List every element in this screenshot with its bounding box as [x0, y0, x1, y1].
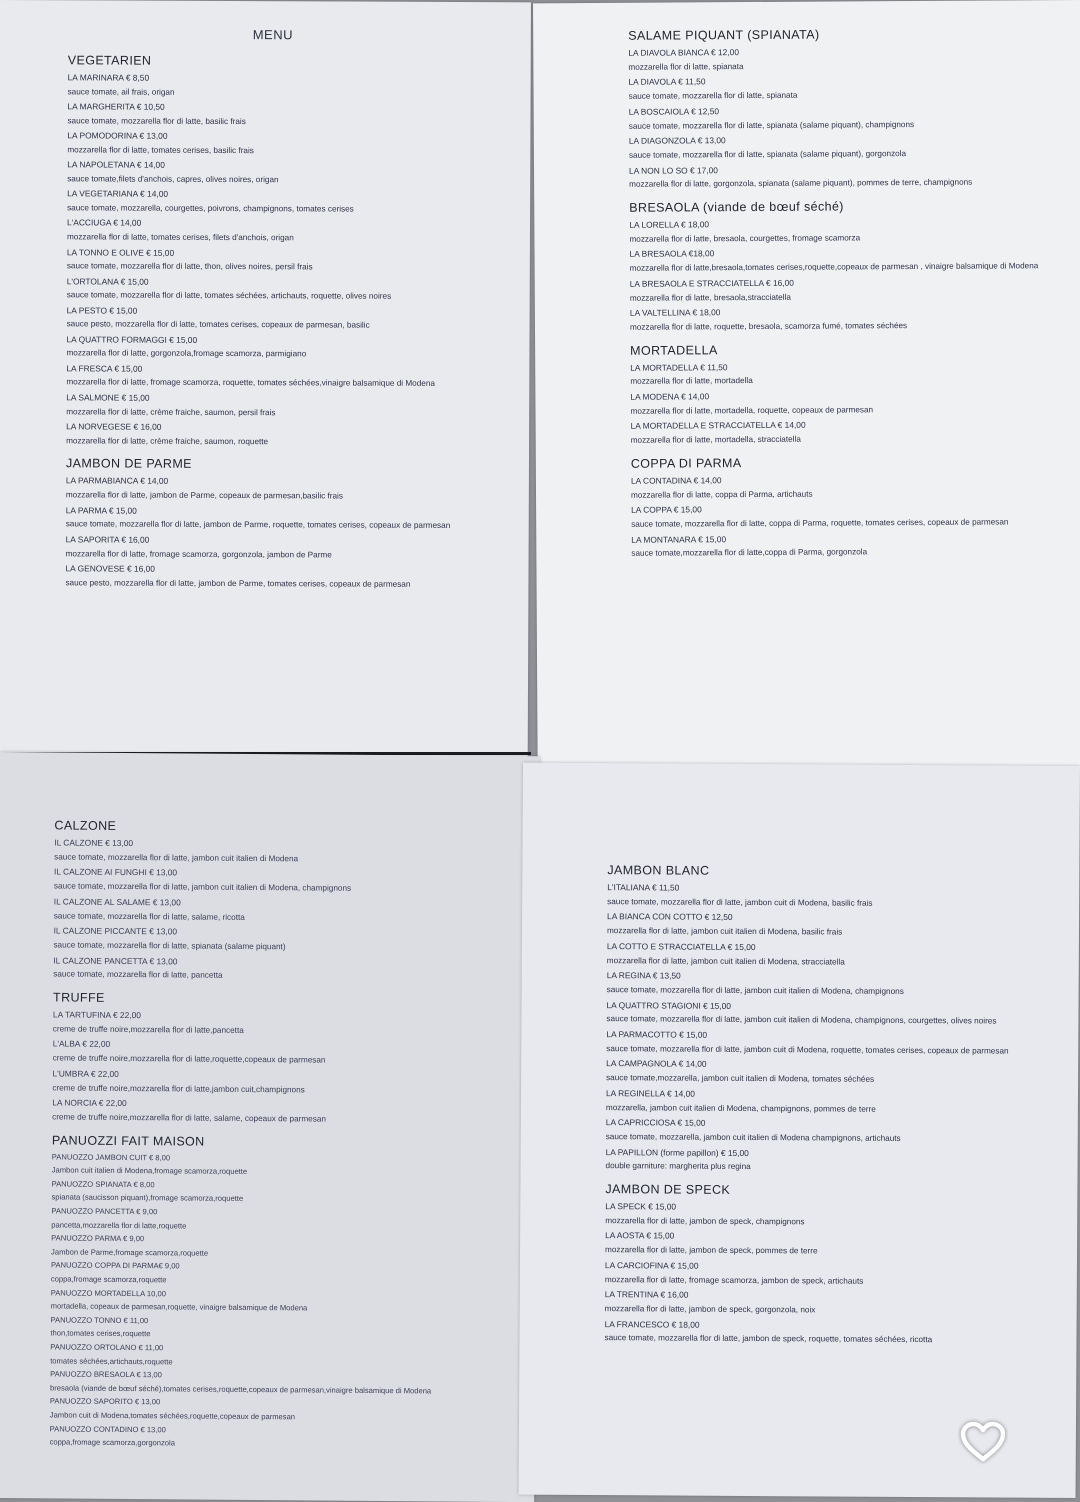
item-ingredients: sauce tomate, mozzarella flor di latte, jambon cuit di Modena, basilic frais [607, 896, 873, 908]
item-name-price: LA BRESAOLA €18,00 [629, 248, 715, 260]
item-ingredients: sauce tomate, mozzarella flor di latte, jambon cuit italien di Modena, champignons [53, 881, 352, 893]
item-ingredients: mozzarella flor di latte, crème fraiche, saumon, persil frais [66, 406, 276, 417]
item-name-price: PANUOZZO JAMBON CUIT € 8,00 [51, 1152, 171, 1163]
item-name-price: IL CALZONE AL SALAME € 13,00 [53, 896, 181, 908]
item-name-price: PANUOZZO BRESAOLA € 13,00 [50, 1369, 162, 1380]
item-ingredients: creme de truffe noire,mozzarella flor di latte,pancetta [52, 1024, 244, 1035]
item-name-price: PANUOZZO SPIANATA € 8,00 [51, 1179, 155, 1190]
menu-item [52, 1096, 522, 1129]
item-ingredients: mozzarella flor di latte, bresaola,stracciatella [629, 292, 791, 303]
item-name-price: LA MORTADELLA € 11,50 [630, 361, 728, 373]
menu-item [53, 1007, 523, 1040]
menu-item [52, 1066, 522, 1099]
section-title: JAMBON DE SPECK [605, 1182, 731, 1197]
menu-item [50, 1395, 520, 1426]
menu-item [66, 503, 516, 534]
section-title: JAMBON DE PARME [65, 456, 192, 472]
item-ingredients: sauce tomate, mozzarella flor di latte, jambon cuit di Modena, roquette, tomates cerises, copeaux de parmesan [606, 1043, 1009, 1056]
menu-item [50, 1340, 520, 1371]
menu-item [67, 187, 517, 218]
menu-item [51, 1286, 521, 1317]
item-ingredients: mozzarella flor di latte, fromage scamorza, jambon de speck, artichauts [604, 1274, 864, 1286]
item-name-price: LA BRESAOLA E STRACCIATELLA € 16,00 [629, 277, 794, 289]
menu-item [629, 131, 1069, 163]
menu-item [604, 1317, 1064, 1349]
menu-item [606, 1027, 1066, 1059]
item-name-price: LA COPPA € 15,00 [631, 504, 702, 516]
menu-item [605, 1145, 1065, 1177]
item-ingredients: mozzarella flor di latte, mortadella, roquette, copeaux de parmesan [630, 405, 874, 416]
item-name-price: LA PARMACOTTO € 15,00 [606, 1029, 708, 1040]
item-ingredients: mozzarella flor di latte, jambon de speck, pommes de terre [605, 1245, 818, 1256]
menu-item [54, 835, 524, 868]
menu-item [52, 1150, 522, 1181]
item-ingredients: sauce tomate, mozzarella, jambon cuit italien di Modena champignons, artichauts [605, 1132, 901, 1143]
menu-section [630, 341, 1071, 449]
item-name-price: LA PARMABIANCA € 14,00 [65, 475, 169, 486]
item-name-price: LA FRESCA € 15,00 [66, 363, 143, 374]
menu-item [66, 361, 516, 392]
menu-item [628, 43, 1068, 75]
menu-item [54, 894, 524, 927]
item-name-price: L'ORTOLANA € 15,00 [66, 275, 149, 287]
item-ingredients: mozzarella flor di latte, fromage scamorza, gorgonzola, jambon de Parme [65, 549, 332, 560]
menu-section [631, 454, 1072, 562]
item-name-price: LA COTTO E STRACCIATELLA € 15,00 [606, 940, 756, 952]
item-name-price: L'UMBRA € 22,00 [52, 1068, 119, 1079]
item-ingredients: Jambon cuit italien di Modena,fromage scamorza,roquette [51, 1165, 248, 1177]
item-ingredients: sauce tomate, mozzarella flor di latte, spianata (salame piquant) [53, 940, 286, 952]
menu-section [65, 457, 516, 594]
item-name-price: LA BOSCAIOLA € 12,50 [628, 106, 720, 117]
menu-item [67, 158, 517, 189]
item-ingredients: mozzarella flor di latte, tomates cerises, filets d'anchois, origan [66, 232, 294, 243]
menu-item [606, 998, 1066, 1030]
item-ingredients: sauce tomate, mozzarella flor di latte, tomates séchées, artichauts, roquette, olives noires [66, 290, 392, 301]
menu-section [53, 818, 524, 986]
item-ingredients: tomates séchées,artichauts,roquette [50, 1355, 173, 1366]
menu-item [605, 1229, 1065, 1261]
item-ingredients: sauce tomate, mozzarella flor di latte, jambon de speck, roquette, tomates séchées, ricotta [604, 1333, 933, 1345]
item-name-price: LA BIANCA CON COTTO € 12,50 [607, 911, 733, 923]
item-name-price: LA MORTADELLA E STRACCIATELLA € 14,00 [630, 420, 806, 432]
item-ingredients: sauce tomate,mozzarella flor di latte,coppa di Parma, gorgonzola [631, 547, 868, 559]
item-ingredients: double garniture: margherita plus regina [605, 1161, 751, 1172]
item-name-price: LA REGINA € 13,50 [606, 970, 681, 981]
menu-item [630, 387, 1070, 419]
menu-item [631, 500, 1071, 532]
item-ingredients: mozzarella, jambon cuit italien di Modena, champignons, pommes de terre [605, 1102, 876, 1114]
item-name-price: L'ALBA € 22,00 [52, 1038, 111, 1050]
item-ingredients: mozzarella flor di latte, gorgonzola, spianata (salame piquant), pommes de terre, champignons [629, 177, 973, 190]
item-name-price: LA REGINELLA € 14,00 [605, 1087, 695, 1099]
menu-item [606, 1115, 1066, 1147]
item-name-price: LA NAPOLETANA € 14,00 [67, 159, 165, 171]
item-name-price: IL CALZONE € 13,00 [54, 837, 134, 849]
menu-section [66, 53, 518, 450]
menu-column [604, 863, 1067, 1357]
item-name-price: L'ACCIUGA € 14,00 [67, 217, 142, 229]
section-title: SALAME PIQUANT (SPIANATA) [628, 27, 820, 43]
item-ingredients: spianata (saucisson piquant),fromage scamorza,roquette [51, 1192, 244, 1204]
menu-page-bottom-left [0, 752, 540, 1502]
menu-item [605, 1287, 1065, 1319]
item-name-price: LA MODENA € 14,00 [630, 391, 710, 402]
item-ingredients: coppa,fromage scamorza,roquette [50, 1274, 167, 1285]
item-ingredients: thon,tomates cerises,roquette [50, 1328, 151, 1339]
item-ingredients: sauce tomate,filets d'anchois, capres, olives noires, origan [67, 174, 279, 185]
section-title: BRESAOLA (viande de bœuf séché) [629, 199, 844, 215]
menu-item [630, 245, 1070, 277]
item-ingredients: sauce tomate, mozzarella flor di latte, jambon de Parme, roquette, tomates cerises, copeaux de parmesan [65, 519, 451, 531]
item-ingredients: sauce tomate, mozzarella flor di latte, salame, ricotta [53, 910, 245, 922]
item-name-price: PANUOZZO COPPA DI PARMA€ 9,00 [50, 1260, 180, 1271]
menu-item [629, 161, 1069, 193]
menu-item [605, 1258, 1065, 1290]
menu-section [52, 990, 523, 1128]
item-ingredients: mozzarella flor di latte,bresaola,tomates cerises,roquette,copeaux de parmesan , vinaigre balsamique di Modena [629, 261, 1039, 273]
menu-item [51, 1204, 521, 1235]
item-name-price: PANUOZZO SAPORITO € 13,00 [49, 1396, 161, 1407]
item-name-price: LA LORELLA € 18,00 [629, 219, 710, 230]
menu-item [629, 215, 1069, 247]
menu-item [51, 1177, 521, 1208]
item-name-price: LA NON LO SO € 17,00 [629, 164, 718, 176]
item-name-price: LA SAPORITA € 16,00 [65, 534, 150, 545]
item-ingredients: mozzarella flor di latte, crème fraiche, saumon, roquette [66, 435, 269, 446]
item-name-price: LA POMODORINA € 13,00 [67, 130, 168, 141]
item-name-price: LA PARMA € 15,00 [65, 504, 137, 516]
menu-item [50, 1368, 520, 1399]
item-name-price: LA MARGHERITA € 10,50 [67, 101, 165, 112]
item-ingredients: mozzarella flor di latte, mortadella, stracciatella [630, 434, 801, 445]
menu-item [606, 1057, 1066, 1089]
section-title: COPPA DI PARMA [630, 455, 742, 471]
item-name-price: LA GENOVESE € 16,00 [65, 563, 155, 575]
item-name-price: LA DIAGONZOLA € 13,00 [628, 135, 726, 146]
menu-item [66, 474, 516, 505]
item-ingredients: sauce tomate, mozzarella flor di latte, spianata (salame piquant), champignons [628, 119, 915, 131]
section-title: MORTADELLA [630, 342, 718, 358]
item-ingredients: bresaola (viande de bœuf séché),tomates cerises,roquette,copeaux de parmesan,vinaigre balsamique di Modena [49, 1383, 432, 1396]
menu-item [65, 562, 515, 593]
section-title: VEGETARIEN [67, 53, 152, 68]
item-ingredients: mozzarella flor di latte, mortadella [630, 376, 753, 387]
menu-item [67, 245, 517, 276]
section-title: CALZONE [54, 818, 117, 833]
menu-item [51, 1259, 521, 1290]
menu-page-top-left [0, 0, 531, 756]
menu-item [628, 72, 1068, 104]
menu-item [66, 390, 516, 421]
item-name-price: IL CALZONE PANCETTA € 13,00 [53, 955, 178, 967]
item-ingredients: Jambon de Parme,fromage scamorza,roquette [51, 1247, 209, 1258]
item-name-price: LA TARTUFINA € 22,00 [52, 1009, 141, 1021]
heart-outline-icon[interactable] [958, 1418, 1008, 1468]
item-name-price: IL CALZONE AI FUNGHI € 13,00 [54, 866, 178, 878]
item-name-price: LA DIAVOLA BIANCA € 12,00 [628, 47, 739, 58]
item-name-price: PANUOZZO PARMA € 9,00 [51, 1233, 145, 1244]
item-ingredients: sauce tomate, mozzarella flor di latte, jambon cuit italien di Modena, champignons, courgettes, olives noires [606, 1014, 997, 1026]
item-ingredients: sauce tomate, mozzarella flor di latte, spianata [628, 90, 798, 101]
item-ingredients: mozzarella flor di latte, gorgonzola,fromage scamorza, parmigiano [66, 348, 307, 359]
menu-item [66, 532, 516, 563]
item-name-price: LA VEGETARIANA € 14,00 [67, 188, 169, 200]
item-ingredients: sauce tomate, ail frais, origan [67, 86, 175, 97]
item-name-price: LA NORVEGESE € 16,00 [66, 421, 162, 432]
item-name-price: PANUOZZO MORTADELLA 10,00 [50, 1288, 167, 1298]
menu-section [50, 1133, 522, 1453]
menu-section [628, 26, 1069, 193]
menu-item [607, 880, 1067, 912]
item-name-price: LA DIAVOLA € 11,50 [628, 76, 706, 88]
section-title: TRUFFE [53, 990, 105, 1005]
menu-item [607, 968, 1067, 1000]
item-name-price: LA CAMPAGNOLA € 14,00 [606, 1058, 707, 1070]
item-name-price: LA SALMONE € 15,00 [66, 392, 150, 403]
item-name-price: LA MONTANARA € 15,00 [631, 533, 727, 545]
item-name-price: LA SPECK € 15,00 [605, 1201, 677, 1212]
item-ingredients: mozzarella flor di latte, roquette, bresaola, scamorza fumé, tomates séchées [629, 321, 908, 332]
menu-item [53, 924, 523, 957]
menu-page-bottom-right [519, 763, 1080, 1498]
item-ingredients: pancetta,mozzarella flor di latte,roquette [51, 1220, 187, 1231]
menu-item [631, 471, 1071, 503]
section-title: PANUOZZI FAIT MAISON [51, 1133, 205, 1149]
menu-item [607, 939, 1067, 971]
item-ingredients: coppa,fromage scamorza,gorgonzola [49, 1437, 175, 1448]
item-name-price: PANUOZZO PANCETTA € 9,00 [51, 1206, 158, 1217]
item-name-price: LA CARCIOFINA € 15,00 [604, 1259, 699, 1271]
menu-title: MENU [252, 27, 294, 43]
item-name-price: LA NORCIA € 22,00 [52, 1097, 127, 1109]
item-name-price: LA PAPILLON (forme papillon) € 15,00 [605, 1146, 749, 1158]
menu-item [629, 102, 1069, 134]
item-ingredients: mozzarella flor di latte, spianata [628, 61, 744, 72]
menu-item [66, 419, 516, 450]
menu-item [67, 216, 517, 247]
item-ingredients: Jambon cuit di Modena,tomates séchées,roquette,copeaux de parmesan [49, 1410, 296, 1422]
item-ingredients: sauce tomate, mozzarella flor di latte, coppa di Parma, roquette, tomates cerises, copeaux de parmesan [631, 517, 1009, 529]
menu-item [630, 303, 1070, 335]
item-ingredients: sauce tomate, mozzarella flor di latte, pancetta [53, 969, 223, 981]
item-name-price: PANUOZZO TONNO € 11,00 [50, 1315, 149, 1325]
item-name-price: LA CONTADINA € 14,00 [630, 475, 722, 486]
item-ingredients: mozzarella flor di latte, fromage scamorza, roquette, tomates séchées,vinaigre balsamique di Modena [66, 377, 435, 389]
item-name-price: LA TRENTINA € 16,00 [604, 1289, 689, 1300]
menu-item [630, 274, 1070, 306]
item-ingredients: sauce tomate, mozzarella, courgettes, poivrons, champignons, tomates cerises [67, 203, 354, 214]
item-name-price: LA MARINARA € 8,50 [67, 72, 150, 83]
section-title: JAMBON BLANC [607, 863, 710, 878]
item-name-price: LA FRANCESCO € 18,00 [604, 1318, 700, 1330]
item-ingredients: mozzarella flor di latte, tomates cerises, basilic frais [67, 145, 254, 155]
item-ingredients: creme de truffe noire,mozzarella flor di latte, salame, copeaux de parmesan [52, 1112, 326, 1124]
item-ingredients: sauce tomate, mozzarella flor di latte, spianata (salame piquant), gorgonzola [628, 148, 907, 160]
item-name-price: PANUOZZO ORTOLANO € 11,00 [50, 1342, 164, 1353]
menu-item [67, 274, 517, 305]
menu-section [629, 198, 1070, 335]
item-ingredients: mozzarella flor di latte, jambon de speck, gorgonzola, noix [604, 1304, 816, 1315]
item-name-price: LA TONNO E OLIVE € 15,00 [66, 246, 175, 258]
menu-column [628, 26, 1071, 570]
menu-item [66, 332, 516, 363]
menu-item [606, 1086, 1066, 1118]
item-ingredients: mortadella, copeaux de parmesan,roquette, vinaigre balsamique de Modena [50, 1301, 308, 1313]
menu-item [631, 417, 1071, 449]
item-ingredients: mozzarella flor di latte, coppa di Parma, artichauts [630, 489, 813, 500]
menu-item [53, 953, 523, 986]
menu-column [65, 26, 517, 601]
item-ingredients: mozzarella flor di latte, jambon cuit italien di Modena, stracciatella [606, 955, 845, 967]
item-name-price: LA PESTO € 15,00 [66, 305, 138, 316]
menu-item [50, 1422, 520, 1453]
item-ingredients: creme de truffe noire,mozzarella flor di latte,roquette,copeaux de parmesan [52, 1053, 326, 1065]
item-name-price: L'ITALIANA € 11,50 [607, 882, 680, 893]
item-ingredients: sauce pesto, mozzarella flor di latte, jambon de Parme, tomates cerises, copeaux de parmesan [65, 578, 411, 589]
item-ingredients: sauce tomate, mozzarella flor di latte, thon, olives noires, persil frais [66, 261, 313, 272]
item-name-price: LA CAPRICCIOSA € 15,00 [605, 1117, 706, 1128]
menu-section [604, 1182, 1065, 1349]
menu-item [51, 1232, 521, 1263]
menu-item [631, 530, 1071, 562]
item-name-price: LA QUATTRO FORMAGGI € 15,00 [66, 334, 198, 345]
item-ingredients: sauce pesto, mozzarella flor di latte, tomates cerises, copeaux de parmesan, basilic [66, 319, 370, 330]
item-ingredients: sauce tomate, mozzarella flor di latte, jambon cuit italien di Modena, champignons [606, 985, 904, 996]
item-name-price: LA AOSTA € 15,00 [605, 1230, 675, 1241]
item-name-price: LA QUATTRO STAGIONI € 15,00 [606, 999, 731, 1011]
menu-page-top-right [533, 0, 1080, 773]
item-ingredients: sauce tomate, mozzarella flor di latte, basilic frais [67, 115, 246, 126]
item-ingredients: sauce tomate,mozzarella, jambon cuit italien di Modena, tomates séchées [606, 1073, 875, 1084]
item-ingredients: mozzarella flor di latte, jambon de Parme, copeaux de parmesan,basilic frais [65, 490, 344, 501]
item-name-price: PANUOZZO CONTADINO € 13,00 [49, 1423, 166, 1434]
menu-item [54, 865, 524, 898]
item-name-price: LA VALTELLINA € 18,00 [629, 307, 721, 319]
menu-item [53, 1037, 523, 1070]
menu-item [605, 1199, 1065, 1231]
item-ingredients: mozzarella flor di latte, bresaola, courgettes, fromage scamorza [629, 233, 861, 244]
item-ingredients: creme de truffe noire,mozzarella flor di latte,jambon cuit,champignons [52, 1082, 305, 1094]
item-ingredients: mozzarella flor di latte, jambon cuit italien di Modena, basilic frais [606, 926, 843, 937]
menu-item [68, 70, 518, 101]
menu-item [607, 910, 1067, 942]
menu-column [49, 818, 524, 1460]
menu-item [630, 358, 1070, 390]
menu-item [67, 128, 517, 159]
item-ingredients: sauce tomate, mozzarella flor di latte, jambon cuit italien di Modena [54, 852, 299, 864]
menu-section [605, 863, 1067, 1177]
menu-item [50, 1313, 520, 1344]
item-ingredients: mozzarella flor di latte, jambon de speck, champignons [605, 1215, 805, 1227]
item-name-price: IL CALZONE PICCANTE € 13,00 [53, 925, 178, 937]
menu-item [67, 99, 517, 130]
menu-item [67, 303, 517, 334]
